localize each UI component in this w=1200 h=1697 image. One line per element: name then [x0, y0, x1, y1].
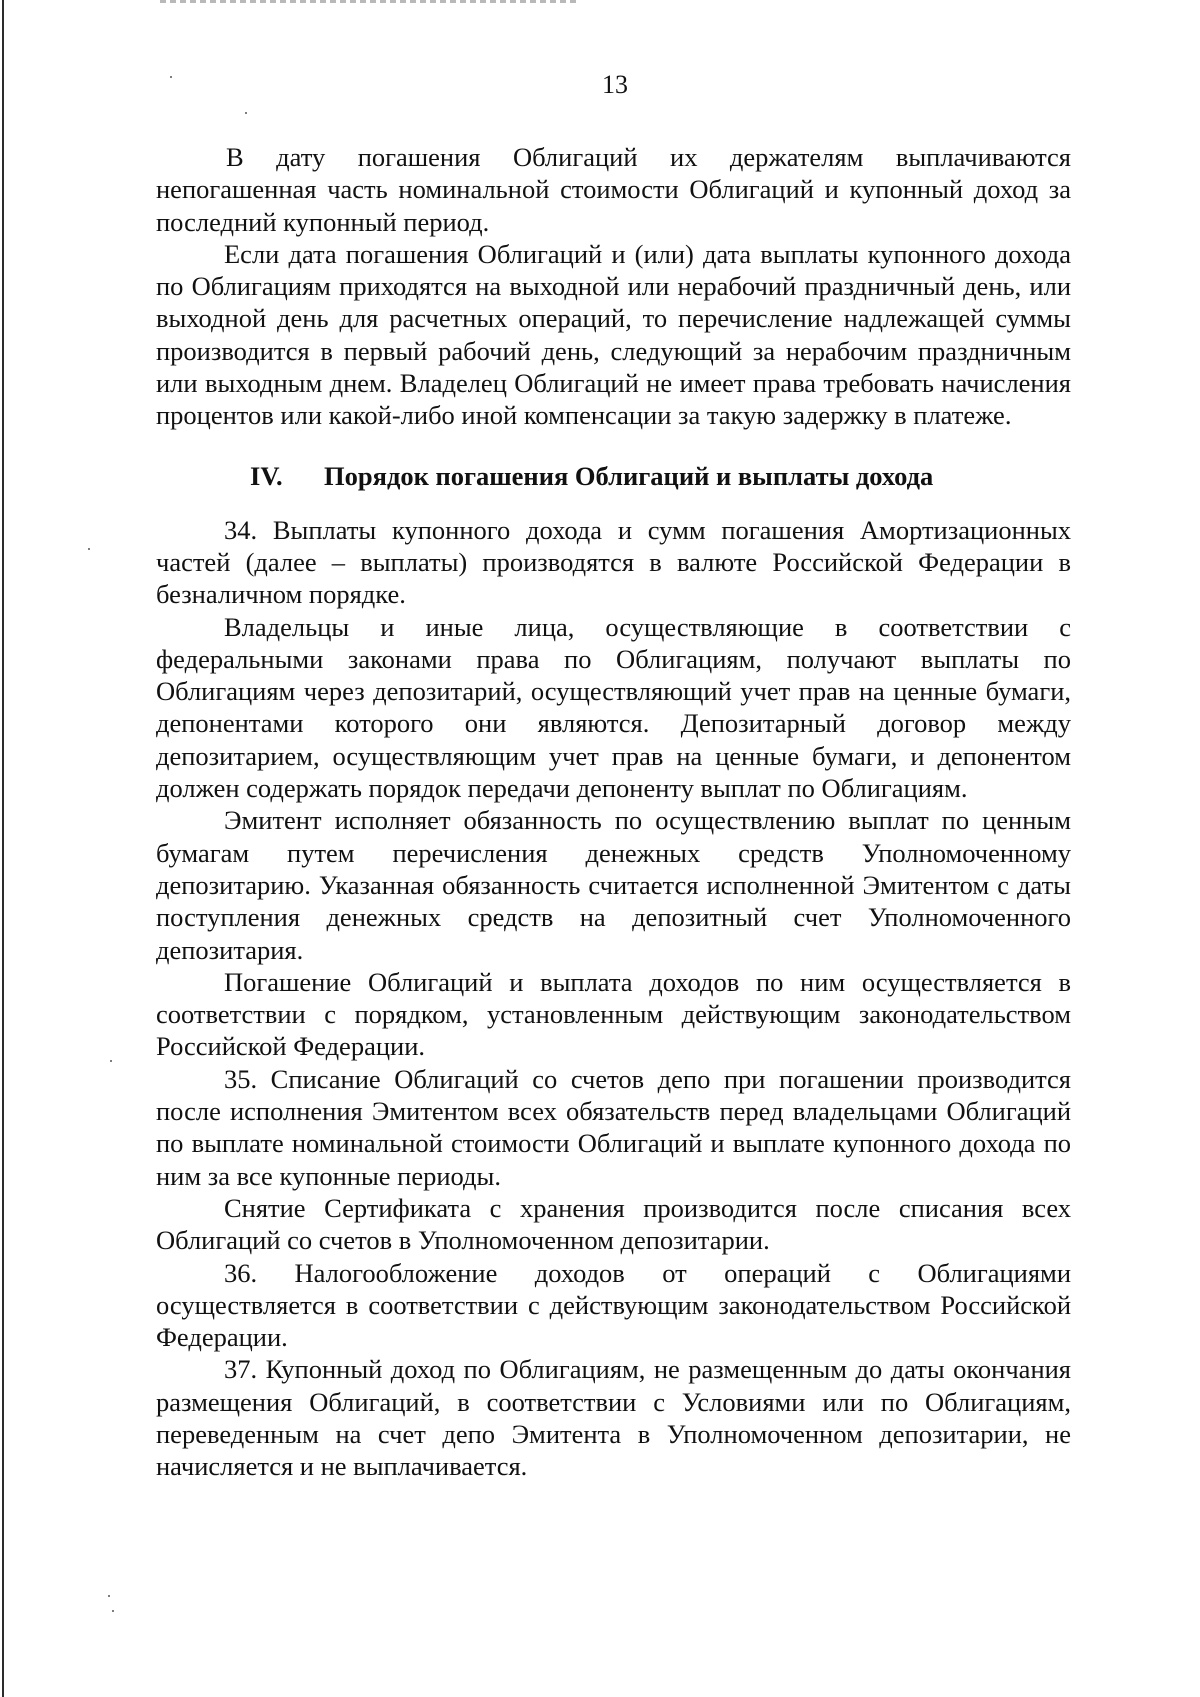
scan-left-edge — [2, 0, 4, 1697]
paragraph-redemption-law: Погашение Облигаций и выплата доходов по ним осуществляется в соответствии с порядком, установленным действующим законодательством Российской Федерации. — [156, 966, 1071, 1062]
paragraph-redemption-date: В дату погашения Облигаций их держателям выплачиваются непогашенная часть номинальной стоимости Облигаций и купонный доход за последний купонный период. — [156, 142, 1071, 237]
paragraph-36: 36. Налогообложение доходов от операций с Облигациями осуществляется в соответствии с действующим законодательством Российской Федерации. — [156, 1257, 1071, 1353]
scan-speck — [108, 1595, 110, 1597]
scan-top-strip — [160, 0, 580, 3]
scan-speck — [88, 548, 90, 550]
paragraph-holiday-payment: Если дата погашения Облигаций и (или) дата выплаты купонного дохода по Облигациям приходятся на выходной или нерабочий праздничный день, или выходной день для расчетных операций, то перечисление надлежащей суммы производится в первый рабочий день, следующий за нерабочим праздничным или выходным днем. Владелец Облигаций не имеет права требовать начисления процентов или какой-либо иной компенсации за такую задержку в платеже. — [156, 238, 1071, 431]
section-heading — [156, 460, 1071, 492]
paragraph-owners: Владельцы и иные лица, осуществляющие в соответствии с федеральными законами права по Облигациям, получают выплаты по Облигациям через депозитарий, осуществляющий учет прав на ценные бумаги, депонентами которого они являются. Депозитарный договор между депозитарием, осуществляющим учет прав на ценные бумаги, и депонентом должен содержать порядок передачи депоненту выплат по Облигациям. — [156, 611, 1071, 804]
paragraph-issuer-obligation: Эмитент исполняет обязанность по осуществлению выплат по ценным бумагам путем перечисления денежных средств Уполномоченному депозитарию. Указанная обязанность считается исполненной Эмитентом с даты поступления денежных средств на депозитный счет Уполномоченного депозитария. — [156, 805, 1071, 965]
section-title: Порядок погашения Облигаций и выплаты дохода — [324, 460, 934, 491]
scan-speck — [112, 1610, 114, 1612]
paragraph-certificate: Снятие Сертификата с хранения производится после списания всех Облигаций со счетов в Уполномоченном депозитарии. — [156, 1192, 1071, 1256]
document-body — [156, 141, 1071, 1483]
page-number: 13 — [602, 70, 628, 99]
scan-speck — [245, 112, 247, 114]
scan-speck — [110, 1060, 112, 1062]
paragraph-34: 34. Выплаты купонного дохода и сумм погашения Амортизационных частей (далее – выплаты) производятся в валюте Российской Федерации в безналичном порядке. — [156, 514, 1071, 610]
section-number: IV. — [250, 460, 283, 491]
paragraph-35: 35. Списание Облигаций со счетов депо при погашении производится после исполнения Эмитентом всех обязательств перед владельцами Облигаций по выплате номинальной стоимости Облигаций и выплате купонного дохода по ним за все купонные периоды. — [156, 1063, 1071, 1191]
paragraph-37: 37. Купонный доход по Облигациям, не размещенным до даты окончания размещения Облигаций, в соответствии с Условиями или по Облигациям, переведенным на счет депо Эмитента в Уполномоченном депозитарии, не начисляется и не выплачивается. — [156, 1354, 1071, 1482]
